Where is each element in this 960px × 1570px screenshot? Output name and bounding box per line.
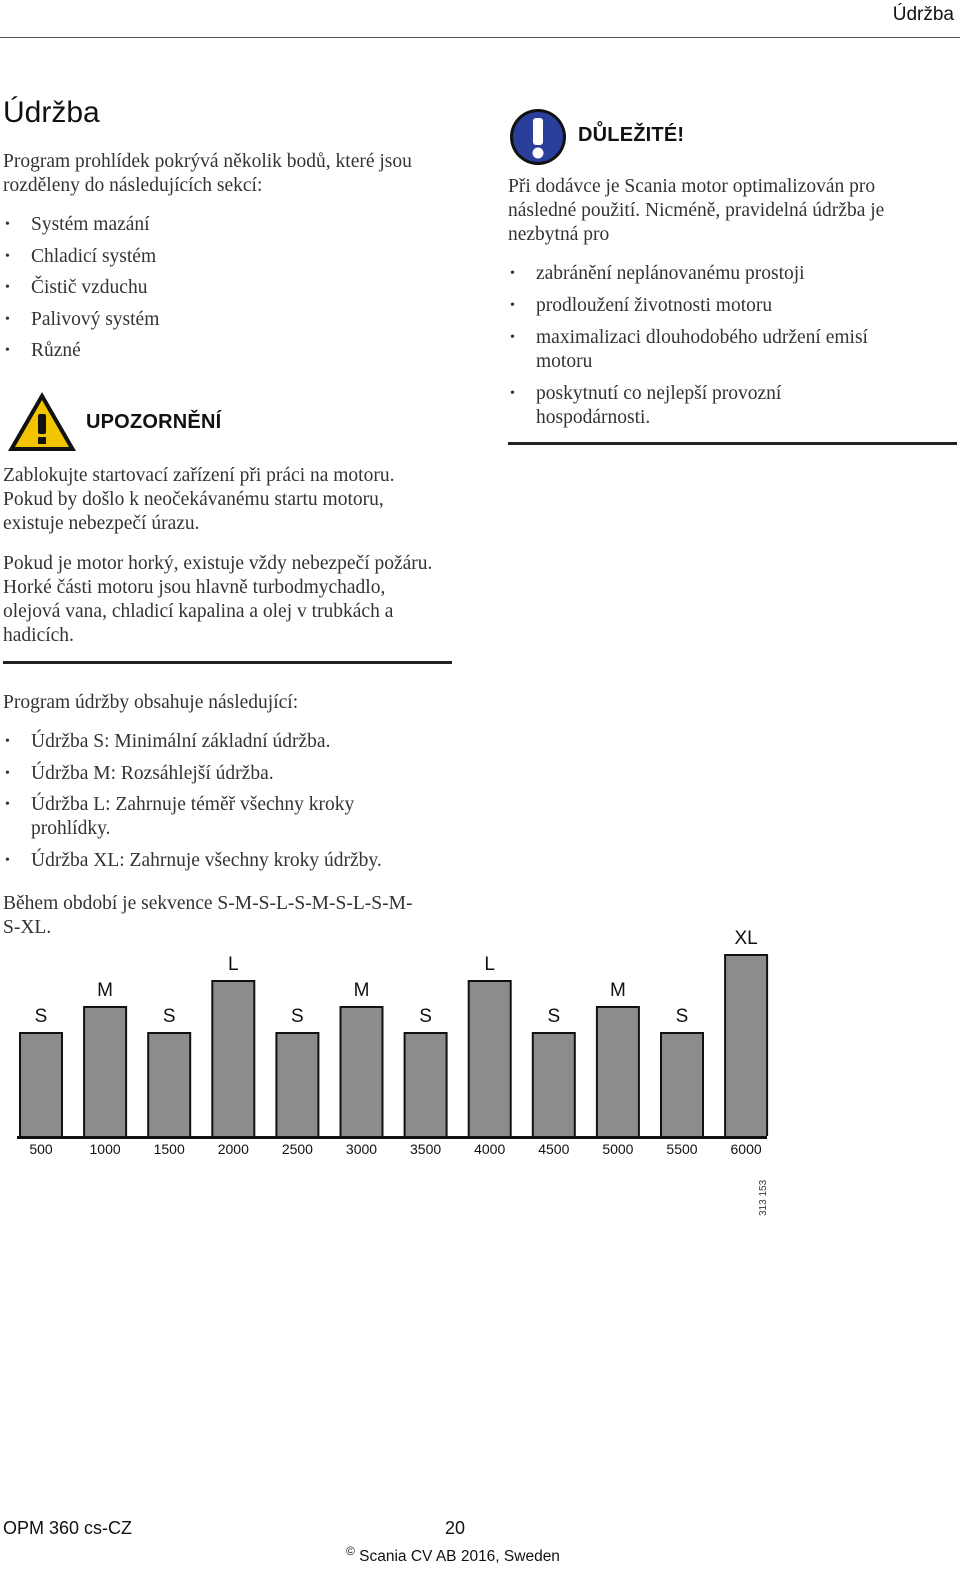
chart-bar [21, 1034, 61, 1136]
warning-text-2: Pokud je motor horký, existuje vždy nebezpečí požáru. Horké části motoru jsou hlavně turbodmychadlo, olejová vana, chladicí kapalina a olej v trubkách a hadicích. [3, 553, 433, 646]
chart-tick-label: 2000 [217, 1141, 249, 1157]
chart-bar-label: M [609, 980, 626, 1001]
important-text: Při dodávce je Scania motor optimalizován pro následné použití. Nicméně, pravidelná údržba je nezbytná pro [508, 176, 885, 245]
list-item: • Různé [3, 339, 443, 363]
chart-bar [726, 956, 766, 1136]
list-item: • Údržba S: Minimální základní údržba. [3, 730, 443, 754]
chart-tick-label: 2500 [281, 1141, 313, 1157]
chart-tick-label: 5000 [602, 1141, 634, 1157]
chart-bar [342, 1008, 382, 1136]
chart-tick-label: 5500 [666, 1141, 698, 1157]
list-item: • Čistič vzduchu [3, 276, 443, 300]
chart-bar [406, 1034, 446, 1136]
chart-bar [213, 982, 253, 1136]
footer-doc-id: OPM 360 cs-CZ [3, 1518, 133, 1538]
header-divider [0, 37, 960, 38]
chart-tick-label: 4500 [538, 1141, 570, 1157]
chart-bar [470, 982, 510, 1136]
figure-id: 313 153 [758, 1179, 769, 1216]
program-intro: Program údržby obsahuje následující: [3, 692, 299, 713]
chart-bar [277, 1034, 317, 1136]
chart-bar-label: S [419, 1006, 432, 1027]
chart-bar-label: L [484, 954, 495, 975]
chart-bar [85, 1008, 125, 1136]
chart-bar [149, 1034, 189, 1136]
copyright-symbol: © [346, 1544, 355, 1558]
chart-tick-label: 3000 [345, 1141, 378, 1157]
chart-bar-label: L [228, 954, 239, 975]
chart-bar-label: S [291, 1006, 304, 1027]
chart-bar-label: S [675, 1006, 689, 1027]
running-header: Údržba [892, 4, 954, 25]
program-list [3, 730, 443, 873]
important-label: DŮLEŽITÉ! [578, 124, 685, 146]
important-list [508, 262, 948, 430]
list-item: • Údržba L: Zahrnuje téměř všechny kroky prohlídky. [3, 793, 401, 841]
chart-bar-label: S [162, 1006, 176, 1027]
intro-paragraph: Program prohlídek pokrývá několik bodů, které jsou rozděleny do následujících sekcí: [3, 151, 412, 196]
chart-bar-label: S [547, 1006, 561, 1027]
chart-bar [534, 1034, 574, 1136]
footer-page-number: 20 [445, 1518, 466, 1538]
warning-triangle-icon [6, 390, 78, 454]
list-item: • Palivový systém [3, 308, 443, 332]
list-item: • maximalizaci dlouhodobého udržení emisí motoru [508, 326, 916, 374]
list-item: • Údržba M: Rozsáhlejší údržba. [3, 762, 443, 786]
chart-bar-label: M [97, 980, 114, 1001]
maintenance-interval-chart [0, 928, 800, 1220]
list-item: • Systém mazání [3, 213, 443, 237]
chart-tick-label: 4000 [474, 1141, 506, 1157]
list-item: • Údržba XL: Zahrnuje všechny kroky údržby. [3, 849, 443, 873]
chart-bar-label: S [34, 1006, 48, 1027]
chart-tick-label: 1500 [153, 1141, 185, 1157]
chart-bar-label: M [353, 980, 370, 1001]
chart-tick-label: 3500 [410, 1141, 442, 1157]
section-title: Údržba [3, 96, 100, 129]
chart-tick-label: 1000 [89, 1141, 121, 1157]
warning-text-1: Zablokujte startovací zařízení při práci na motoru. Pokud by došlo k neočekávanému startu motoru, existuje nebezpečí úrazu. [3, 465, 395, 534]
chart-baseline [17, 1136, 767, 1139]
list-item: • prodloužení životnosti motoru [508, 294, 948, 318]
list-item: • zabránění neplánovanému prostoji [508, 262, 948, 286]
chart-bar [598, 1008, 638, 1136]
warning-label: UPOZORNĚNÍ [86, 411, 222, 433]
chart-bar-label: XL [734, 928, 758, 949]
copyright-text: Scania CV AB 2016, Sweden [359, 1548, 560, 1566]
list-item: • poskytnutí co nejlepší provozní hospodárnosti. [508, 382, 856, 430]
footer-copyright [346, 1544, 560, 1566]
list-item: • Chladicí systém [3, 245, 443, 269]
warning-end-rule [3, 661, 452, 664]
sequence-text: Během období je sekvence S-M-S-L-S-M-S-L-S-M-S-XL. [3, 892, 413, 938]
exclamation-circle-icon [509, 108, 567, 166]
chart-tick-label: 500 [29, 1141, 53, 1157]
chart-bar [662, 1034, 702, 1136]
important-end-rule [508, 442, 957, 445]
sections-list [3, 213, 443, 363]
chart-tick-label: 6000 [730, 1141, 762, 1157]
